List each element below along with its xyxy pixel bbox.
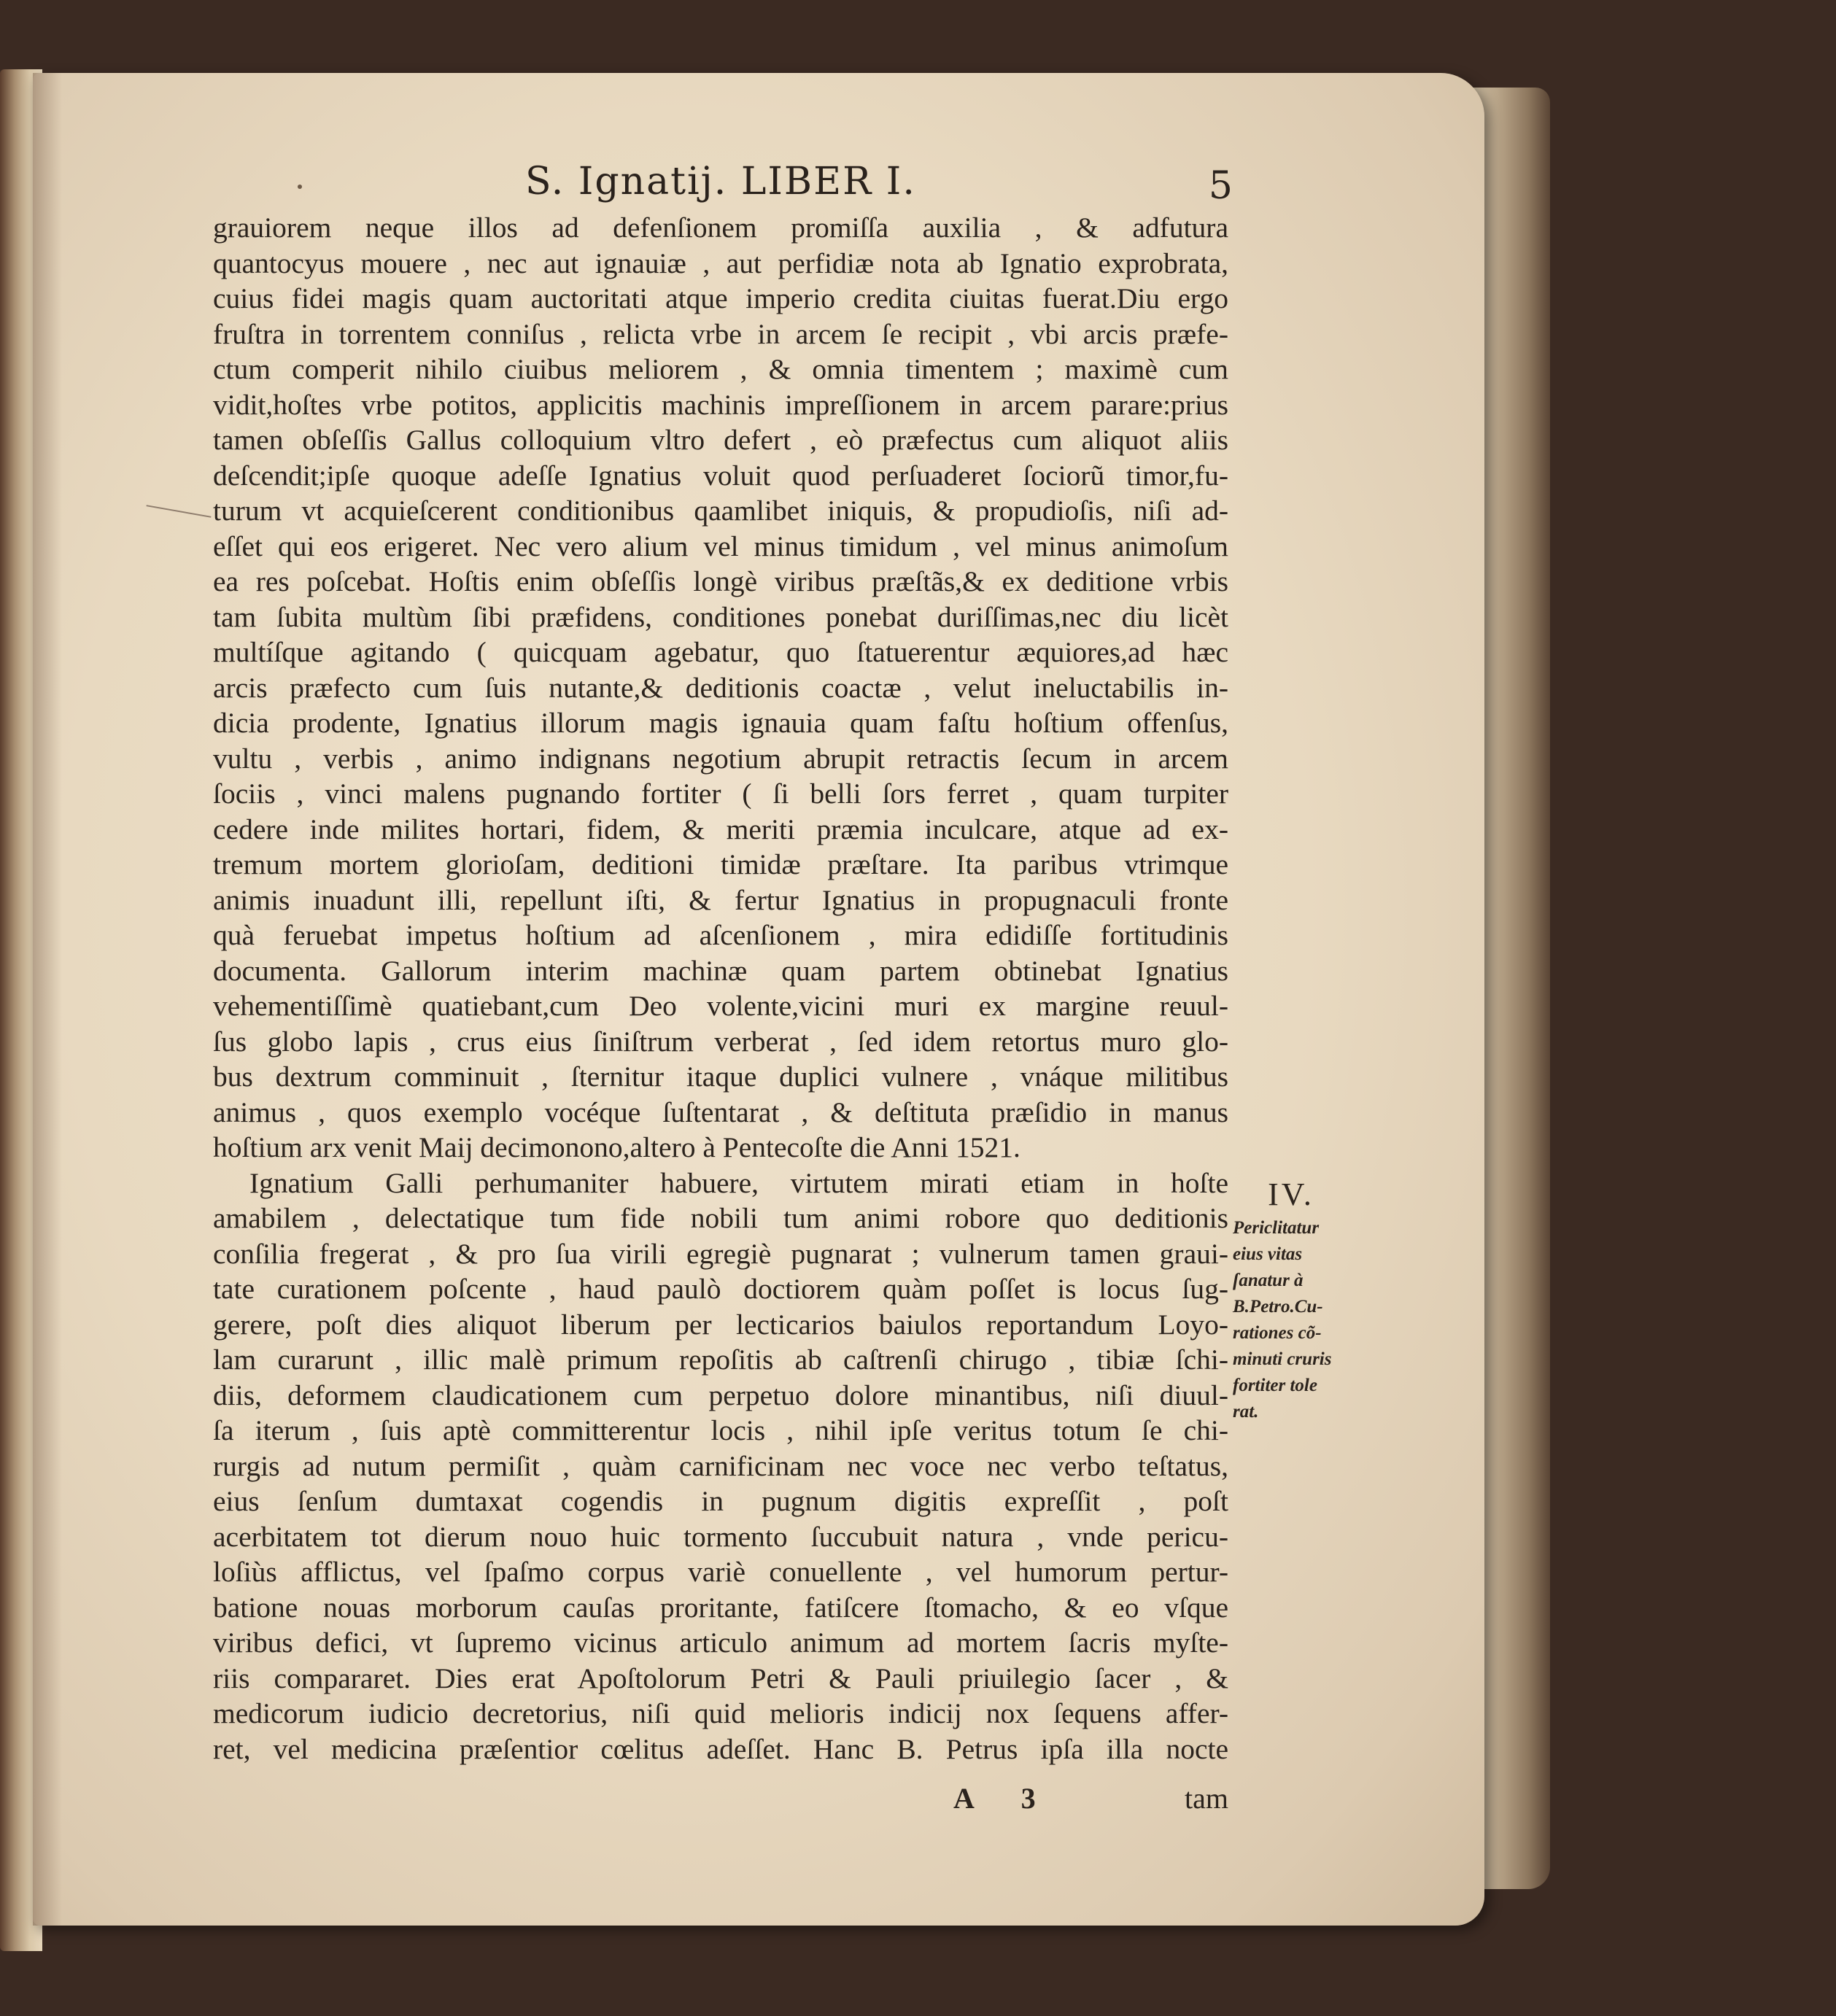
running-head xyxy=(219,150,1233,215)
text-line: animus , quos exemplo vocéque ſuſtentarat , & deſtituta præſidio in manus xyxy=(213,1096,1228,1128)
text-line: loſiùs afflictus, vel ſpaſmo corpus variè conuellente , vel humorum pertur- xyxy=(213,1556,1228,1588)
text-line: quà feruebat impetus hoſtium ad aſcenſionem , mira edidiſſe fortitudinis xyxy=(213,919,1228,951)
text-line: ctum comperit nihilo ciuibus meliorem , & omnia timentem ; maximè cum xyxy=(213,353,1228,385)
running-head-title: S. Ignatij. LIBER I. xyxy=(525,160,916,203)
text-line: deſcendit;ipſe quoque adeſſe Ignatius voluit quod perſuaderet ſociorũ timor,fu- xyxy=(213,459,1228,492)
text-line: bus dextrum comminuit , ſternitur itaque duplici vulnere , vnáque militibus xyxy=(213,1061,1228,1093)
page-number: 5 xyxy=(1208,164,1233,208)
text-line: dicia prodente, Ignatius illorum magis ignauia quam faſtu hoſtium offenſus, xyxy=(213,707,1228,739)
margin-note-line: rat. xyxy=(1233,1402,1259,1422)
catchword: tam xyxy=(1185,1782,1228,1815)
text-line: riis compararet. Dies erat Apoſtolorum Petri & Pauli priuilegio ſacer , & xyxy=(213,1662,1228,1694)
margin-note-line: rationes cõ- xyxy=(1233,1323,1322,1343)
text-line: ret, vel medicina præſentior cœlitus adeſſet. Hanc B. Petrus ipſa illa nocte xyxy=(213,1732,1228,1765)
text-line: diis, deformem claudicationem cum perpetuo dolore minantibus, niſi diuul- xyxy=(213,1379,1228,1411)
margin-note-line: ſanatur à xyxy=(1233,1271,1304,1290)
text-line: medicorum iudicio decretorius, niſi quid melioris indicij nox ſequens affer- xyxy=(213,1697,1228,1729)
text-line: viribus defici, vt ſupremo vicinus articulo animum ad mortem ſacris myſte- xyxy=(213,1627,1228,1659)
margin-note-line: B.Petro.Cu- xyxy=(1233,1297,1323,1317)
text-line: ſociis , vinci malens pugnando fortiter ( ſi belli ſors ferret , quam turpiter xyxy=(213,778,1228,810)
text-line: tremum mortem glorioſam, deditioni timidæ præſtare. Ita paribus vtrimque xyxy=(213,848,1228,880)
text-line: tamen obſeſſis Gallus colloquium vltro defert , eò præfectus cum aliquot aliis xyxy=(213,424,1228,456)
text-line: arcis præfecto cum ſuis nutante,& deditionis coactæ , velut ineluctabilis in- xyxy=(213,671,1228,704)
binding-gutter xyxy=(33,73,62,1926)
text-line: eſſet qui eos erigeret. Nec vero alium vel minus timidum , vel minus animoſum xyxy=(213,530,1228,562)
text-line: amabilem , delectatique tum fide nobili tum animi robore quo deditionis xyxy=(213,1202,1228,1234)
text-line: rurgis ad nutum permiſit , quàm carnificinam nec voce nec verbo teſtatus, xyxy=(213,1449,1228,1482)
text-line: fruſtra in torrentem conniſus , relicta vrbe in arcem ſe recipit , vbi arcis præfe- xyxy=(213,317,1228,350)
text-line: batione nouas morborum cauſas proritante, fatiſcere ſtomacho, & eo vſque xyxy=(213,1591,1228,1624)
text-line: cedere inde milites hortari, fidem, & meriti præmia inculcare, atque ad ex- xyxy=(213,813,1228,845)
text-line: vidit,hoſtes vrbe potitos, applicitis machinis impreſſionem in arcem parare:prius xyxy=(213,388,1228,421)
text-line: quantocyus mouere , nec aut ignauiæ , aut perfidiæ nota ab Ignatio exprobrata, xyxy=(213,247,1228,279)
text-line: acerbitatem tot dierum nouo huic tormento ſuccubuit natura , vnde pericu- xyxy=(213,1520,1228,1553)
text-line: conſilia fregerat , & pro ſua virili egregiè pugnarat ; vulnerum tamen graui- xyxy=(213,1237,1228,1270)
text-line: Ignatium Galli perhumaniter habuere, virtutem mirati etiam in hoſte xyxy=(249,1166,1228,1199)
text-line: vehementiſſimè quatiebant,cum Deo volente,vicini muri ex margine reuul- xyxy=(213,990,1228,1022)
page-footer xyxy=(213,1774,1228,1818)
text-line: animis inuadunt illi, repellunt iſti, & fertur Ignatius in propugnaculi fronte xyxy=(213,883,1228,916)
text-line: eius ſenſum dumtaxat cogendis in pugnum digitis expreſſit , poſt xyxy=(213,1485,1228,1517)
text-line: ſa iterum , ſuis aptè committerentur locis , nihil ipſe veritus totum ſe chi- xyxy=(213,1414,1228,1446)
text-line: grauiorem neque illos ad defenſionem promiſſa auxilia , & adfutura xyxy=(213,212,1228,244)
text-line: gerere, poſt dies aliquot liberum per lecticarios baiulos reportandum Loyo- xyxy=(213,1308,1228,1341)
text-line: tate curationem poſcente , haud paulò doctiorem quàm poſſet is locus ſug- xyxy=(213,1273,1228,1305)
text-line: documenta. Gallorum interim machinæ quam partem obtinebat Ignatius xyxy=(213,954,1228,987)
margin-note-line: Periclitatur xyxy=(1233,1218,1320,1238)
margin-note-line: eius vitas xyxy=(1233,1244,1303,1264)
text-line: ſus globo lapis , crus eius ſiniſtrum verberat , ſed idem retortus muro glo- xyxy=(213,1025,1228,1058)
text-line: cuius fidei magis quam auctoritati atque imperio credita ciuitas fuerat.Diu ergo xyxy=(213,282,1228,314)
margin-note-line: fortiter tole xyxy=(1233,1376,1317,1395)
text-line: hoſtium arx venit Maij decimonono,altero à Pentecoſte die Anni 1521. xyxy=(213,1131,1020,1163)
text-line: vultu , verbis , animo indignans negotium abrupit retractis ſecum in arcem xyxy=(213,742,1228,775)
body-text xyxy=(213,210,1228,1767)
margin-note xyxy=(1233,1174,1379,1425)
text-line: turum vt acquieſcerent conditionibus qaamlibet iniquis, & propudioſis, niſi ad- xyxy=(213,495,1228,527)
text-line: ea res poſcebat. Hoſtis enim obſeſſis longè viribus præſtãs,& ex deditione vrbis xyxy=(213,565,1228,597)
text-line: tam ſubita multùm ſibi præfidens, conditiones ponebat duriſſimas,nec diu licèt xyxy=(213,600,1228,633)
text-line: multíſque agitando ( quicquam agebatur, quo ſtatuerentur æquiores,ad hæc xyxy=(213,636,1228,668)
signature-mark: A 3 xyxy=(953,1782,1056,1815)
margin-note-number: IV. xyxy=(1268,1176,1314,1212)
text-line: lam curarunt , illic malè primum repoſitis ab caſtrenſi chirugo , tibiæ ſchi- xyxy=(213,1344,1228,1376)
margin-note-line: minuti cruris xyxy=(1233,1349,1332,1369)
